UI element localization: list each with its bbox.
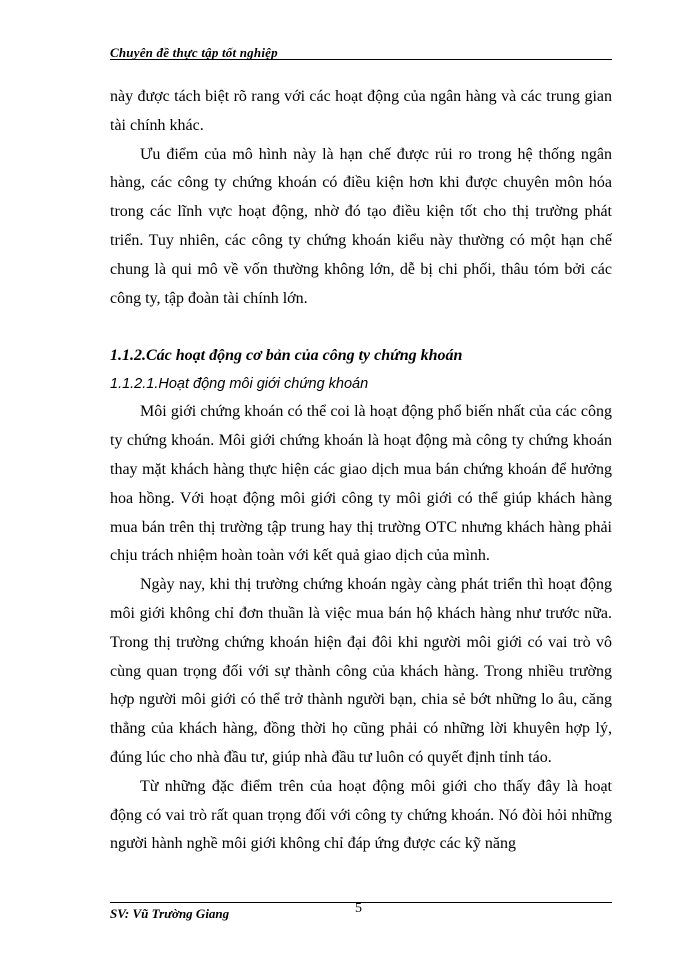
paragraph-2: Ưu điểm của mô hình này là hạn chế được rủi ro trong hệ thống ngân hàng, các công ty chứng khoán có điều kiện hơn khi được chuyên môn hóa trong các lĩnh vực hoạt động, nhờ đó tạo điều kiện tốt cho thị trường phát triển. Tuy nhiên, các công ty chứng khoán kiểu này thường có một hạn chế chung là qui mô về vốn thường không lớn, dễ bị chi phối, thâu tóm bởi các công ty, tập đoàn tài chính lớn. — [110, 145, 612, 307]
document-body — [110, 83, 612, 859]
footer-author: SV: Vũ Trường Giang — [110, 906, 230, 921]
header-rule — [110, 59, 612, 60]
header-title: Chuyên đề thực tập tốt nghiệp — [110, 45, 278, 60]
spacer — [110, 313, 612, 342]
section-heading-1-1-2: 1.1.2.Các hoạt động cơ bản của công ty chứng khoán — [110, 347, 463, 365]
paragraph-3: Môi giới chứng khoán có thể coi là hoạt động phổ biến nhất của các công ty chứng khoán. Môi giới chứng khoán là hoạt động mà công ty chứng khoán thay mặt khách hàng thực hiện các giao dịch mua bán chứng khoán để hưởng hoa hồng. Với hoạt động môi giới công ty môi giới có thể giúp khách hàng mua bán trên thị trường tập trung hay thị trường OTC nhưng khách hàng phải chịu trách nhiệm hoàn toàn với kết quả giao dịch của mình. — [110, 403, 612, 565]
paragraph-5: Từ những đặc điểm trên của hoạt động môi giới cho thấy đây là hoạt động có vai trò rất quan trọng đối với công ty chứng khoán. Nó đòi hỏi những người hành nghề môi giới không chỉ đáp ứng được các kỹ năng — [110, 777, 612, 853]
paragraph-1: này được tách biệt rõ rang với các hoạt động của ngân hàng và các trung gian tài chính khác. — [110, 88, 612, 134]
page-number: 5 — [355, 901, 362, 916]
section-heading-1-1-2-1: 1.1.2.1.Hoạt động môi giới chứng khoán — [110, 376, 369, 393]
paragraph-4: Ngày nay, khi thị trường chứng khoán ngày càng phát triển thì hoạt động môi giới không chỉ đơn thuần là việc mua bán hộ khách hàng như trước nữa. Trong thị trường chứng khoán hiện đại đôi khi người môi giới có vai trò vô cùng quan trọng đối với sự thành công của khách hàng. Trong nhiều trường hợp người môi giới có thể trở thành người bạn, chia sẻ bớt những lo âu, căng thẳng của khách hàng, đồng thời họ cũng phải có những lời khuyên hợp lý, đúng lúc cho nhà đầu tư, giúp nhà đầu tư luôn có quyết định tỉnh táo. — [110, 576, 612, 766]
